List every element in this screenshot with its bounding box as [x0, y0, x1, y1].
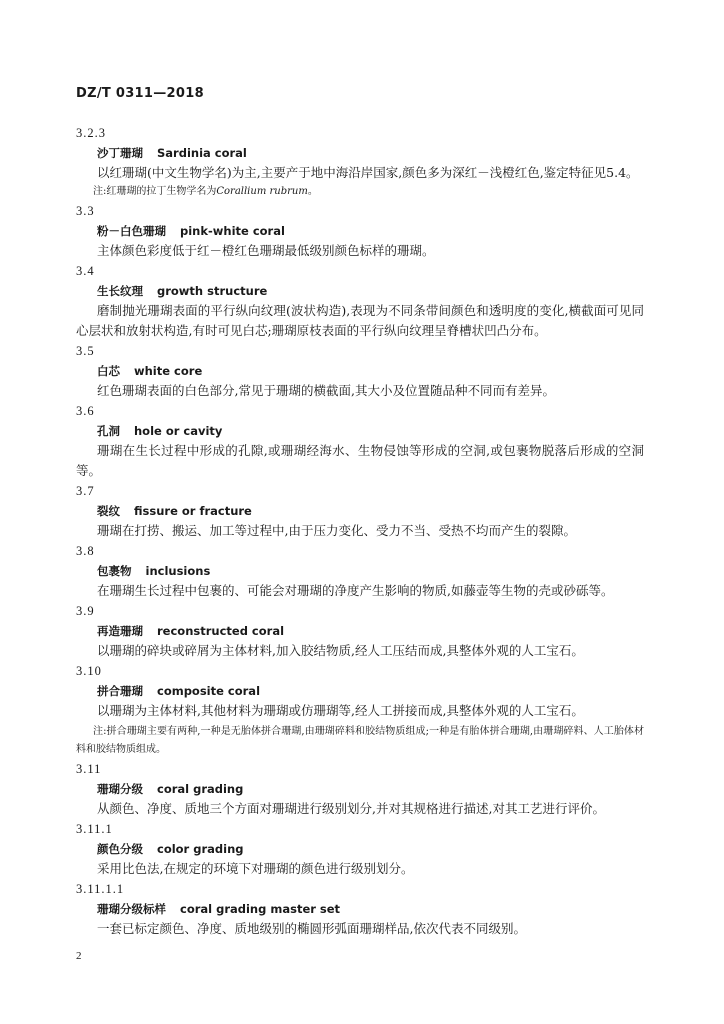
term-definition: 红色珊瑚表面的白色部分,常见于珊瑚的横截面,其大小及位置随品种不同而有差异。 — [97, 383, 555, 398]
term-en: growth structure — [157, 284, 268, 298]
term-heading — [76, 779, 644, 799]
term-cn: 珊瑚分级 — [97, 782, 143, 796]
term-heading — [76, 899, 644, 919]
term-cn: 孔洞 — [97, 424, 120, 438]
term-cn: 裂纹 — [97, 504, 120, 518]
term-cn: 再造珊瑚 — [97, 624, 143, 638]
term-cn: 包裹物 — [97, 564, 132, 578]
term-cn: 白芯 — [97, 364, 120, 378]
term-cn: 粉－白色珊瑚 — [97, 224, 166, 238]
section-number: 3.11.1.1 — [76, 882, 125, 896]
section-number: 3.5 — [76, 344, 95, 358]
section-number: 3.4 — [76, 264, 95, 278]
section-number: 3.3 — [76, 204, 95, 218]
term-definition: 主体颜色彩度低于红－橙红色珊瑚最低级别颜色标样的珊瑚。 — [97, 243, 435, 258]
term-cn: 颜色分级 — [97, 842, 143, 856]
term-cn: 沙丁珊瑚 — [97, 146, 143, 160]
term-heading — [76, 221, 644, 241]
section-number: 3.10 — [76, 664, 102, 678]
term-en: reconstructed coral — [157, 624, 285, 638]
term-cn: 珊瑚分级标样 — [97, 902, 166, 916]
section-number: 3.11 — [76, 762, 102, 776]
term-note — [76, 183, 644, 201]
term-en: inclusions — [145, 564, 211, 578]
section-number: 3.11.1 — [76, 822, 113, 836]
term-definition: 从颜色、净度、质地三个方面对珊瑚进行级别划分,并对其规格进行描述,对其工艺进行评价。 — [97, 801, 605, 816]
term-heading — [76, 361, 644, 381]
document-code: DZ/T 0311—2018 — [76, 86, 204, 101]
term-heading — [76, 143, 644, 163]
note-latin-name: Corallium rubrum — [216, 186, 308, 197]
term-cn: 拼合珊瑚 — [97, 684, 143, 698]
terms-list — [76, 123, 644, 939]
term-heading — [76, 501, 644, 521]
section-number: 3.2.3 — [76, 126, 106, 140]
term-heading — [76, 681, 644, 701]
page-number: 2 — [76, 950, 82, 962]
term-definition: 珊瑚在生长过程中形成的孔隙,或珊瑚经海水、生物侵蚀等形成的空洞,或包裹物脱落后形成的空洞等。 — [76, 443, 644, 478]
note-suffix: 。 — [307, 186, 318, 197]
term-definition: 以红珊瑚(中文生物学名)为主,主要产于地中海沿岸国家,颜色多为深红－浅橙红色,鉴定特征见5.4。 — [97, 165, 639, 180]
term-en: coral grading master set — [180, 902, 341, 916]
term-en: fissure or fracture — [134, 504, 252, 518]
term-heading — [76, 281, 644, 301]
term-en: hole or cavity — [134, 424, 223, 438]
section-number: 3.9 — [76, 604, 95, 618]
section-number: 3.6 — [76, 404, 95, 418]
term-definition: 一套已标定颜色、净度、质地级别的椭圆形弧面珊瑚样品,依次代表不同级别。 — [97, 921, 526, 936]
term-note: 注:拼合珊瑚主要有两种,一种是无胎体拼合珊瑚,由珊瑚碎料和胶结物质组成;一种是有胎体拼合珊瑚,由珊瑚碎料、人工胎体材料和胶结物质组成。 — [76, 726, 644, 755]
term-en: color grading — [157, 842, 244, 856]
term-en: composite coral — [157, 684, 261, 698]
term-heading — [76, 839, 644, 859]
term-heading — [76, 421, 644, 441]
term-definition: 以珊瑚为主体材料,其他材料为珊瑚或仿珊瑚等,经人工拼接而成,具整体外观的人工宝石。 — [97, 703, 584, 718]
term-en: coral grading — [157, 782, 244, 796]
term-cn: 生长纹理 — [97, 284, 143, 298]
term-definition: 磨制抛光珊瑚表面的平行纵向纹理(波状构造),表现为不同条带间颜色和透明度的变化,横截面可见同心层状和放射状构造,有时可见白芯;珊瑚原枝表面的平行纵向纹理呈脊槽状凹凸分布。 — [76, 303, 644, 338]
section-number: 3.7 — [76, 484, 95, 498]
section-number: 3.8 — [76, 544, 95, 558]
note-prefix: 注:红珊瑚的拉丁生物学名为 — [93, 186, 217, 197]
term-heading — [76, 621, 644, 641]
term-definition: 珊瑚在打捞、搬运、加工等过程中,由于压力变化、受力不当、受热不均而产生的裂隙。 — [97, 523, 576, 538]
term-en: pink-white coral — [180, 224, 285, 238]
term-heading — [76, 561, 644, 581]
term-en: Sardinia coral — [157, 146, 247, 160]
term-en: white core — [134, 364, 203, 378]
term-definition: 以珊瑚的碎块或碎屑为主体材料,加入胶结物质,经人工压结而成,具整体外观的人工宝石。 — [97, 643, 584, 658]
term-definition: 采用比色法,在规定的环境下对珊瑚的颜色进行级别划分。 — [97, 861, 414, 876]
term-definition: 在珊瑚生长过程中包裹的、可能会对珊瑚的净度产生影响的物质,如藤壶等生物的壳或砂砾等。 — [97, 583, 614, 598]
